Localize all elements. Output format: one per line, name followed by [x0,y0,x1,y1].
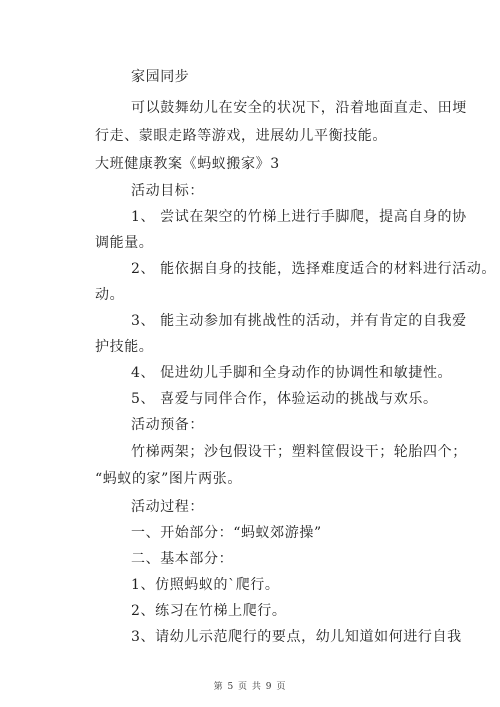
section-heading-process: 活动过程： [131,499,204,515]
goal-item: 5、 喜爱与同伴合作，体验运动的挑战与欢乐。 [131,391,438,407]
section-heading-preparation: 活动预备： [131,417,204,433]
process-step: 2、练习在竹梯上爬行。 [131,603,287,619]
goal-item: 3、 能主动参加有挑战性的活动，并有肯定的自我爱 [131,313,467,329]
process-step: 二、基本部分： [131,551,234,567]
paragraph-line: 行走、蒙眼走路等游戏，进展幼儿平衡技能。 [95,128,387,144]
section-heading-home-sync: 家园同步 [131,69,190,85]
preparation-line: 竹梯两架；沙包假设干；塑料筐假设干；轮胎四个； [131,444,467,460]
preparation-line: “蚂蚁的家”图片两张。 [95,471,242,487]
page-number-footer: 第 5 页 共 9 页 [213,682,287,692]
goal-item: 2、 能依据自身的技能，选择难度适合的材料进行活动。 [131,261,496,277]
goal-item: 4、 促进幼儿手脚和全身动作的协调性和敏捷性。 [131,365,453,381]
paragraph-line: 可以鼓舞幼儿在安全的状况下，沿着地面直走、田埂 [131,100,467,116]
process-step: 一、开始部分：“蚂蚁郊游操” [131,525,322,541]
lesson-title: 大班健康教案《蚂蚁搬家》3 [95,156,280,172]
process-step: 3、请幼儿示范爬行的要点，幼儿知道如何进行自我 [131,629,462,645]
process-step: 1、仿照蚂蚁的`爬行。 [131,577,280,593]
section-heading-goals: 活动目标： [131,183,204,199]
goal-item-continuation: 调能量。 [95,235,154,251]
goal-item: 1、 尝试在架空的竹梯上进行手脚爬，提高自身的协 [131,209,467,225]
goal-item-continuation: 护技能。 [95,339,154,355]
goal-item-continuation: 动。 [95,287,125,303]
